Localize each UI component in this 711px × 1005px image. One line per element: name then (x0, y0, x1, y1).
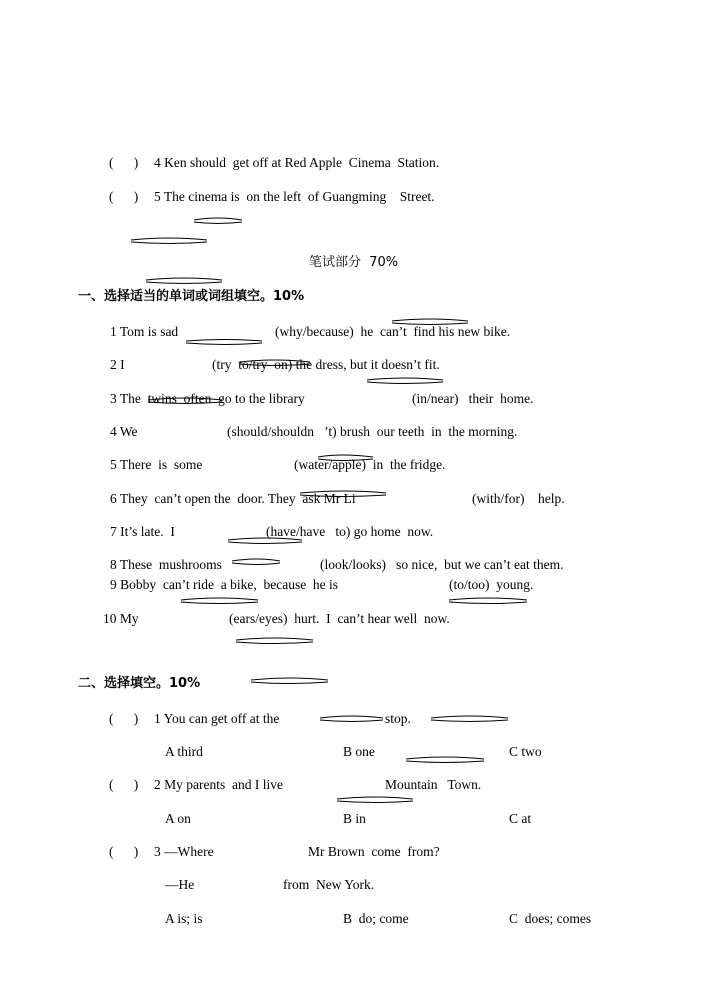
choice-item-3-option-a[interactable]: A is; is (165, 911, 203, 926)
choice-item-1-question: 1 You can get off at the (154, 711, 280, 726)
choice-item-3-option-c[interactable]: C does; comes (509, 911, 592, 926)
choice-item-1-after: stop. (385, 711, 411, 726)
answer-bracket[interactable]: ( ) (109, 189, 139, 204)
choice-item-1-option-b[interactable]: B one (343, 744, 375, 759)
fill-item-4-stem: 4 We (110, 424, 138, 439)
choice-item-2-option-c[interactable]: C at (509, 811, 532, 826)
fill-item-9-stem: 9 Bobby can’t ride a bike, because he is (110, 577, 339, 592)
fill-item-5-stem: 5 There is some (110, 457, 203, 472)
fill-item-1-choices: (why/because) he can’t find his new bike. (275, 324, 511, 339)
listening-item-4: 4 Ken should get off at Red Apple Cinema Station. (154, 155, 440, 170)
choice-item-2-question: 2 My parents and I live (154, 777, 283, 792)
answer-bracket[interactable]: ( ) (109, 844, 139, 859)
answer-bracket[interactable]: ( ) (109, 777, 139, 792)
fill-item-9-choices: (to/too) young. (449, 577, 534, 592)
fill-item-2-choices: (try to/try on) the dress, but it doesn’t fit. (212, 357, 440, 372)
section2-heading: 二、选择填空。10% (78, 676, 201, 691)
choice-item-2-after: Mountain Town. (385, 777, 482, 792)
answer-bracket[interactable]: ( ) (109, 711, 139, 726)
fill-item-3-choices: (in/near) their home. (412, 391, 534, 406)
fill-item-8-choices: (look/looks) so nice, but we can’t eat them. (320, 557, 564, 572)
fill-item-6-choices: (with/for) help. (472, 491, 565, 506)
fill-item-5-choices: (water/apple) in the fridge. (294, 457, 446, 472)
section1-heading: 一、选择适当的单词或词组填空。10% (78, 289, 305, 304)
fill-item-3-stem: 3 The twins often go to the library (110, 391, 305, 406)
fill-item-7-stem: 7 It’s late. I (110, 524, 175, 539)
choice-item-2-option-a[interactable]: A on (165, 811, 191, 826)
choice-item-3-after: Mr Brown come from? (308, 844, 440, 859)
choice-item-3-line2: —He (165, 877, 195, 892)
fill-item-10-stem: 10 My (103, 611, 139, 626)
choice-item-3-question: 3 —Where (154, 844, 214, 859)
fill-item-8-stem: 8 These mushrooms (110, 557, 222, 572)
answer-bracket[interactable]: ( ) (109, 155, 139, 170)
fill-item-1-stem: 1 Tom is sad (110, 324, 179, 339)
choice-item-2-option-b[interactable]: B in (343, 811, 366, 826)
choice-item-3-line2-after: from New York. (283, 877, 375, 892)
choice-item-1-option-a[interactable]: A third (165, 744, 203, 759)
choice-item-1-option-c[interactable]: C two (509, 744, 542, 759)
written-part-title: 笔试部分 70% (309, 255, 399, 270)
fill-item-10-choices: (ears/eyes) hurt. I can’t hear well now. (229, 611, 450, 626)
fill-item-4-choices: (should/shouldn ’t) brush our teeth in the morning. (227, 424, 518, 439)
listening-item-5: 5 The cinema is on the left of Guangming Street. (154, 189, 435, 204)
fill-item-7-choices: (have/have to) go home now. (266, 524, 434, 539)
fill-item-6-stem: 6 They can’t open the door. They ask Mr Li (110, 491, 356, 506)
choice-item-3-option-b[interactable]: B do; come (343, 911, 409, 926)
fill-item-2-stem: 2 I (110, 357, 125, 372)
